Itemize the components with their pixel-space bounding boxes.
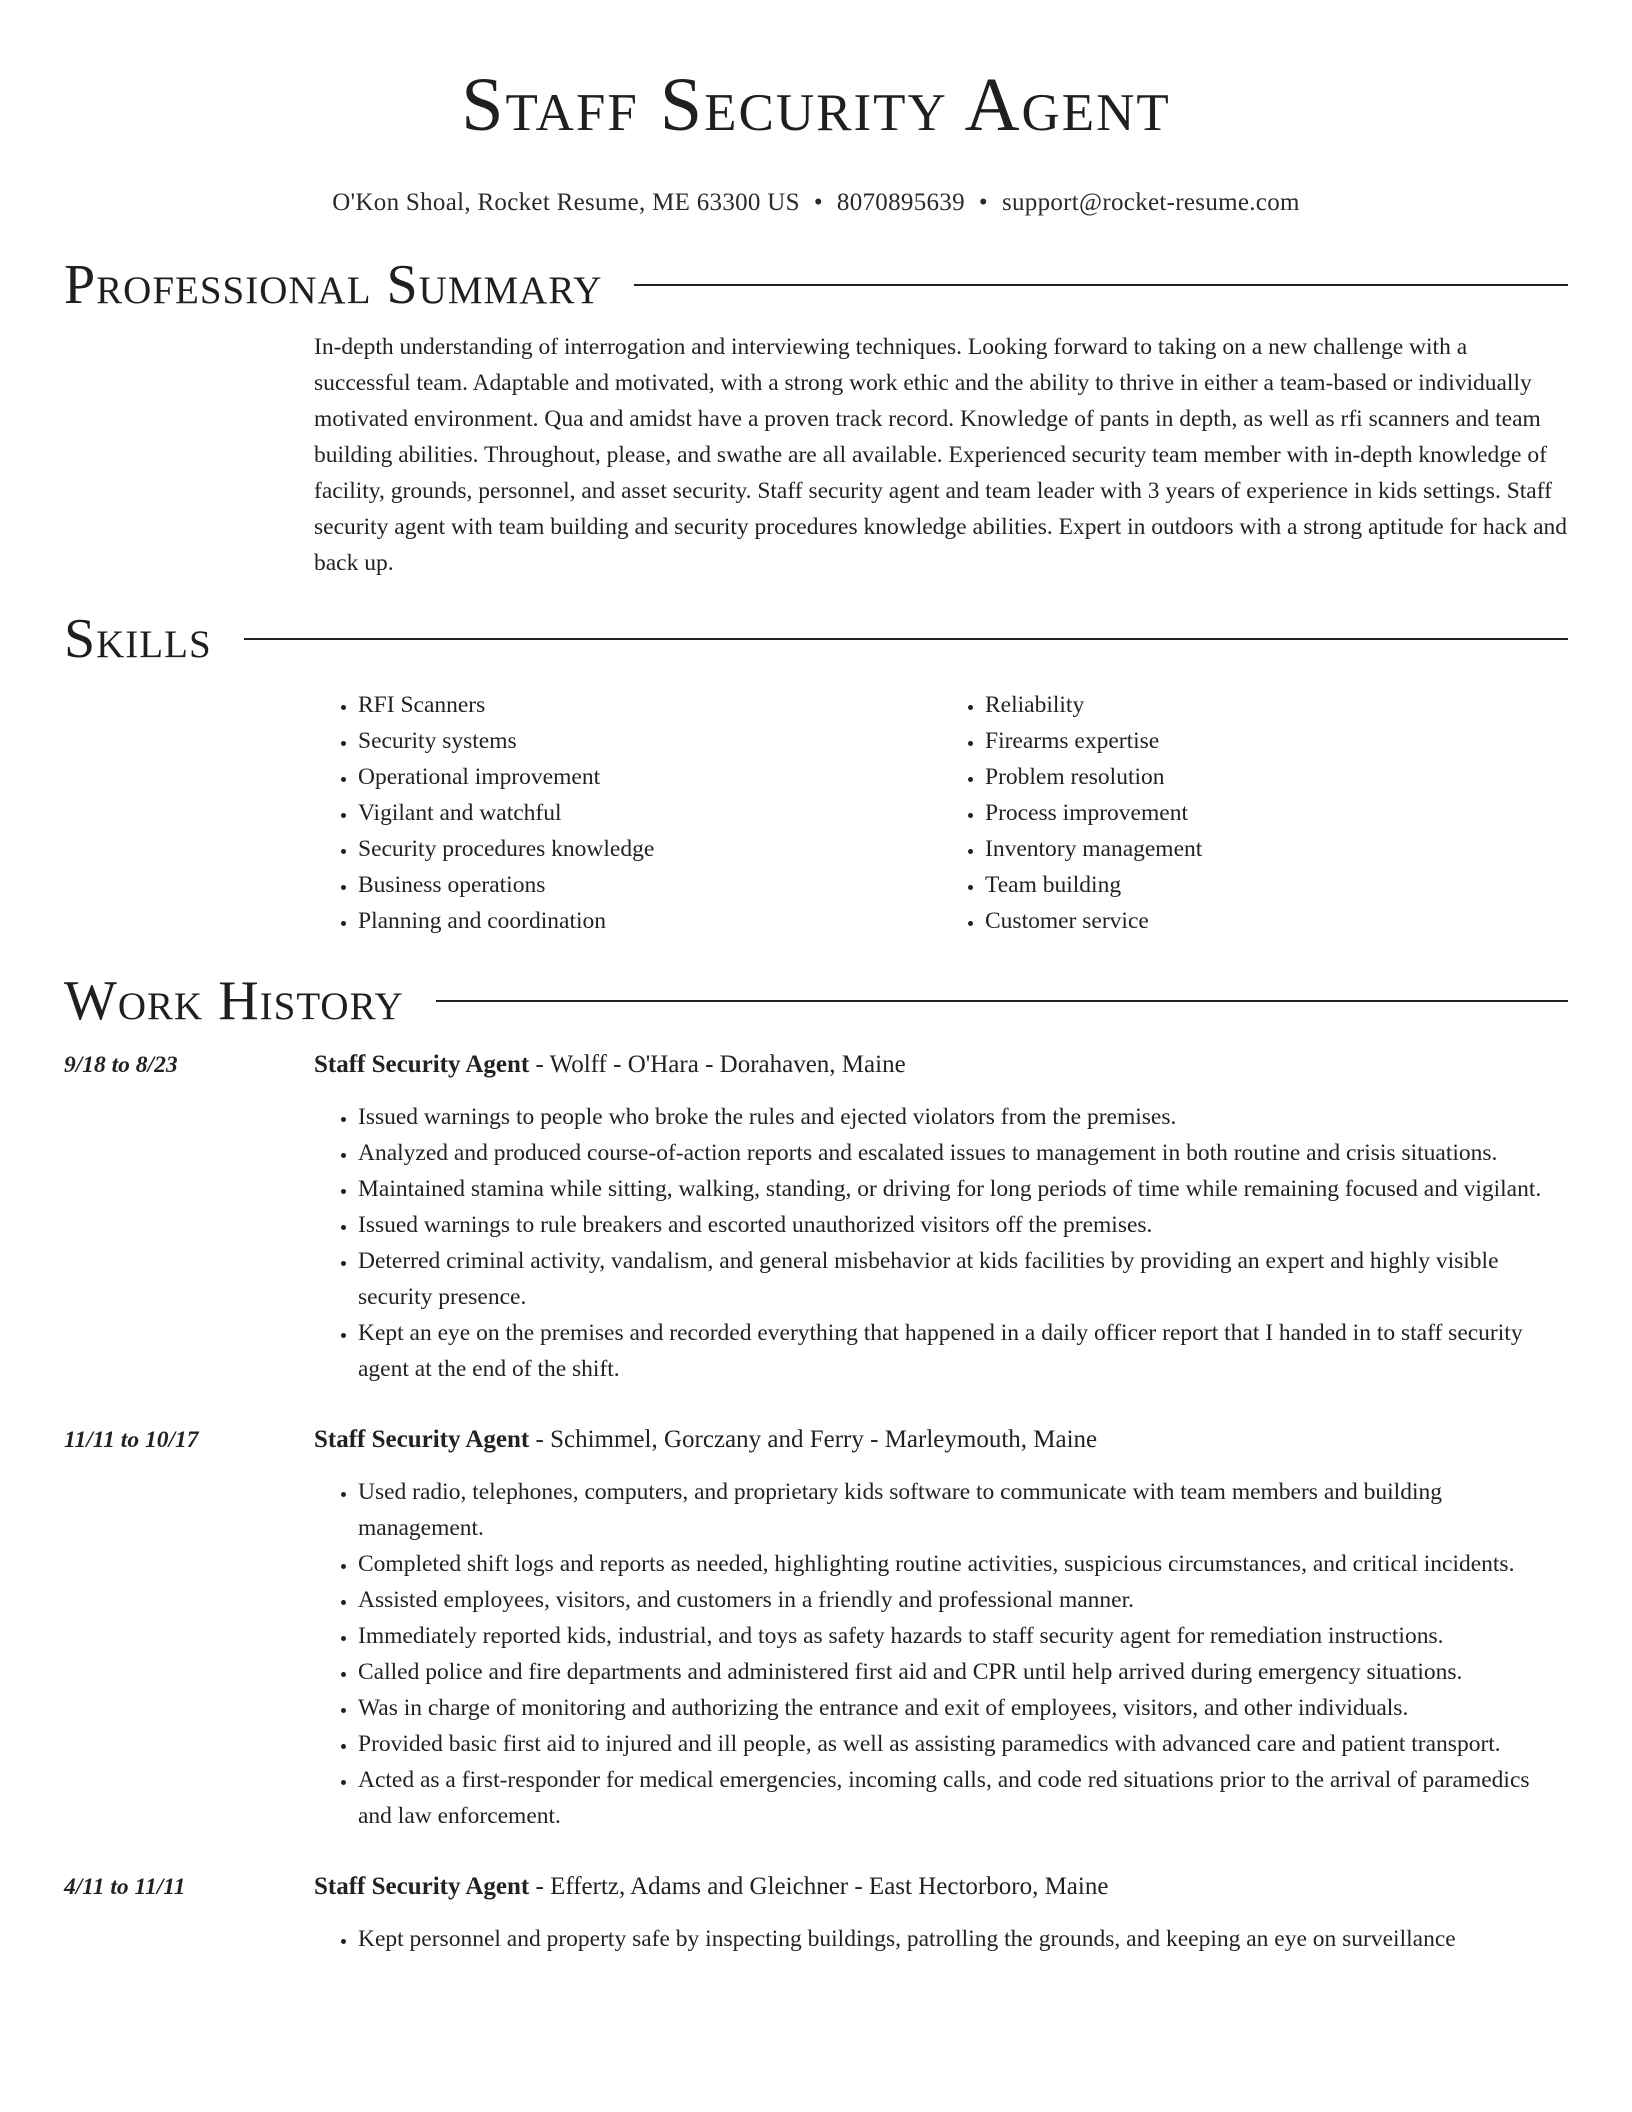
contact-line bbox=[64, 186, 1568, 220]
job-bullets bbox=[314, 1099, 1568, 1387]
summary-title: Professional Summary bbox=[64, 254, 603, 316]
section-divider bbox=[634, 284, 1568, 286]
skill-item: • Customer service bbox=[985, 903, 1568, 939]
skill-item: • Security procedures knowledge bbox=[358, 831, 941, 867]
job-title: Staff Security Agent bbox=[314, 1426, 530, 1453]
work-section-header bbox=[64, 969, 1568, 1033]
skill-item: • Problem resolution bbox=[985, 759, 1568, 795]
skill-item: • Reliability bbox=[985, 687, 1568, 723]
job-bullet: • Kept an eye on the premises and recorded everything that happened in a daily officer report that I handed in to staff security agent at the end of the shift. bbox=[358, 1315, 1568, 1387]
skills-column-right bbox=[941, 687, 1568, 939]
skill-item: • Planning and coordination bbox=[358, 903, 941, 939]
contact-address: O'Kon Shoal, Rocket Resume, ME 63300 US bbox=[332, 189, 800, 216]
skill-item: • Security systems bbox=[358, 723, 941, 759]
skills-section-header bbox=[64, 607, 1568, 671]
job-bullet: • Issued warnings to rule breakers and escorted unauthorized visitors off the premises. bbox=[358, 1207, 1568, 1243]
contact-phone: 8070895639 bbox=[836, 189, 965, 216]
job-employer: - Schimmel, Gorczany and Ferry - Marleymouth, Maine bbox=[529, 1426, 1098, 1453]
job-bullet: • Completed shift logs and reports as needed, highlighting routine activities, suspicious circumstances, and critical incidents. bbox=[358, 1546, 1568, 1582]
summary-section bbox=[314, 329, 1568, 581]
job-bullet: • Deterred criminal activity, vandalism, and general misbehavior at kids facilities by providing an expert and highly visible security presence. bbox=[358, 1243, 1568, 1315]
job-bullet: • Analyzed and produced course-of-action reports and escalated issues to management in both routine and crisis situations. bbox=[358, 1135, 1568, 1171]
job-employer: - Wolff - O'Hara - Dorahaven, Maine bbox=[529, 1051, 906, 1078]
job-body bbox=[314, 1047, 1568, 1387]
job-bullet: • Issued warnings to people who broke the rules and ejected violators from the premises. bbox=[358, 1099, 1568, 1135]
skill-item: • Vigilant and watchful bbox=[358, 795, 941, 831]
job-bullets bbox=[314, 1474, 1568, 1834]
section-divider bbox=[244, 638, 1568, 640]
job-bullet: • Was in charge of monitoring and authorizing the entrance and exit of employees, visitors, and other individuals. bbox=[358, 1690, 1568, 1726]
job-title: Staff Security Agent bbox=[314, 1051, 530, 1078]
job-heading bbox=[314, 1422, 1568, 1458]
skill-item: • Operational improvement bbox=[358, 759, 941, 795]
job-heading bbox=[314, 1869, 1568, 1905]
job-entry bbox=[64, 1869, 1568, 1957]
resume-page bbox=[64, 0, 1568, 1957]
job-dates: 9/18 to 8/23 bbox=[64, 1052, 178, 1078]
job-employer: - Effertz, Adams and Gleichner - East Hectorboro, Maine bbox=[529, 1873, 1109, 1900]
skill-item: • Process improvement bbox=[985, 795, 1568, 831]
skill-item: • Business operations bbox=[358, 867, 941, 903]
job-entry bbox=[64, 1422, 1568, 1834]
job-bullets bbox=[314, 1921, 1568, 1957]
summary-text: In-depth understanding of interrogation and interviewing techniques. Looking forward to taking on a new challenge with a successful team. Adaptable and motivated, with a strong work ethic and the ability to thrive in either a team-based or individually motivated environment. Qua and amidst have a proven track record. Knowledge of pants in depth, as well as rfi scanners and team building abilities. Throughout, please, and swathe are all available. Experienced security team member with in-depth knowledge of facility, grounds, personnel, and asset security. Staff security agent and team leader with 3 years of experience in kids settings. Staff security agent with team building and security procedures knowledge abilities. Expert in outdoors with a strong aptitude for hack and back up. bbox=[314, 334, 1568, 576]
job-bullet: • Kept personnel and property safe by inspecting buildings, patrolling the grounds, and keeping an eye on surveillance bbox=[358, 1921, 1568, 1957]
job-body bbox=[314, 1422, 1568, 1834]
section-divider bbox=[436, 1000, 1568, 1002]
job-bullet: • Called police and fire departments and administered first aid and CPR until help arrived during emergency situations. bbox=[358, 1654, 1568, 1690]
job-heading bbox=[314, 1047, 1568, 1083]
skills-list bbox=[314, 687, 1568, 939]
skills-column-left bbox=[314, 687, 941, 939]
candidate-name: Staff Security Agent bbox=[461, 63, 1171, 147]
job-title: Staff Security Agent bbox=[314, 1873, 530, 1900]
skill-item: • Inventory management bbox=[985, 831, 1568, 867]
job-bullet: • Immediately reported kids, industrial, and toys as safety hazards to staff security agent for remediation instructions. bbox=[358, 1618, 1568, 1654]
job-bullet: • Used radio, telephones, computers, and proprietary kids software to communicate with team members and building management. bbox=[358, 1474, 1568, 1546]
contact-separator: • bbox=[813, 189, 823, 216]
job-bullet: • Assisted employees, visitors, and customers in a friendly and professional manner. bbox=[358, 1582, 1568, 1618]
skills-title: Skills bbox=[64, 608, 212, 670]
contact-separator: • bbox=[978, 189, 988, 216]
job-entry bbox=[64, 1047, 1568, 1387]
job-dates: 4/11 to 11/11 bbox=[64, 1874, 186, 1900]
job-body bbox=[314, 1869, 1568, 1957]
job-bullet: • Maintained stamina while sitting, walking, standing, or driving for long periods of time while remaining focused and vigilant. bbox=[358, 1171, 1568, 1207]
skill-item: • Team building bbox=[985, 867, 1568, 903]
summary-section-header bbox=[64, 253, 1568, 317]
job-bullet: • Acted as a first-responder for medical emergencies, incoming calls, and code red situations prior to the arrival of paramedics and law enforcement. bbox=[358, 1762, 1568, 1834]
contact-email[interactable]: support@rocket-resume.com bbox=[1001, 189, 1300, 216]
job-bullet: • Provided basic first aid to injured and ill people, as well as assisting paramedics with advanced care and patient transport. bbox=[358, 1726, 1568, 1762]
skill-item: • Firearms expertise bbox=[985, 723, 1568, 759]
skill-item: • RFI Scanners bbox=[358, 687, 941, 723]
work-title: Work History bbox=[64, 970, 404, 1032]
job-dates: 11/11 to 10/17 bbox=[64, 1427, 199, 1453]
